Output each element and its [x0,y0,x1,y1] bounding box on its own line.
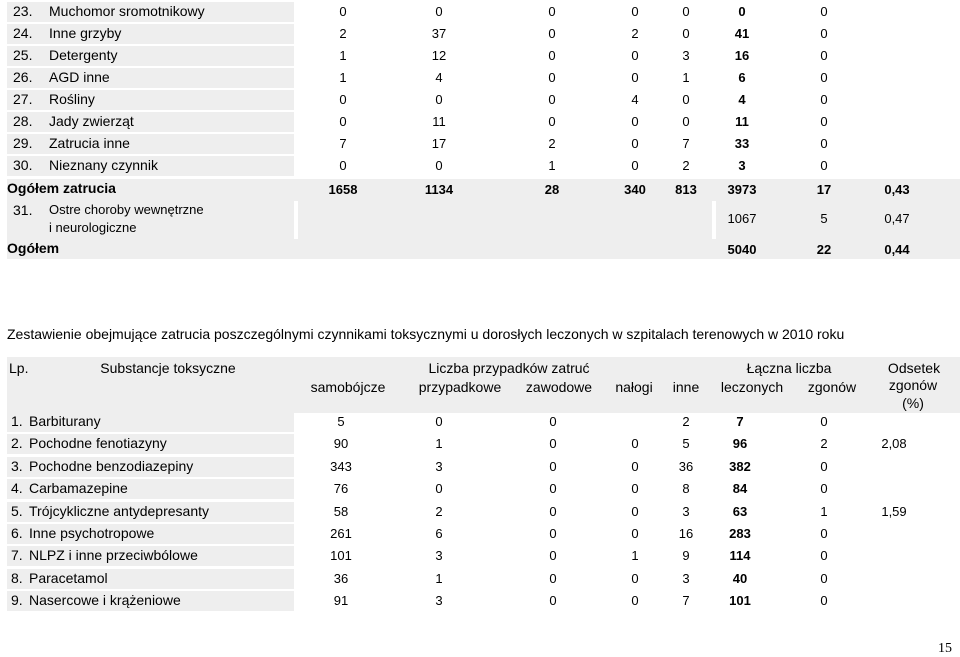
value-cell: 0 [820,4,828,19]
value-cell: 0 [435,481,443,497]
value-cell: 3 [435,548,443,564]
value-cell: 0 [631,158,639,173]
value-cell: 0 [738,4,746,19]
value-cell: 58 [333,503,349,519]
subheader-other: inne [672,379,700,395]
value-cell: 33 [734,136,750,151]
value-cell: 0 [339,4,347,19]
substance-name: AGD inne [49,69,110,85]
value-cell: 0 [549,570,557,586]
value-cell: 2 [548,136,556,151]
value-cell: 0 [548,4,556,19]
value-cell: 11 [735,114,749,129]
row-number: 8. [11,569,23,586]
value-cell: 12 [431,48,447,63]
value-cell: 90 [333,436,349,452]
value-cell: 7 [736,414,744,429]
total-value: 3973 [727,182,757,197]
row-number: 6. [11,525,23,541]
value-cell: 0 [631,436,639,452]
value-cell: 1 [820,503,828,519]
value-cell: 3 [682,48,690,63]
value-cell: 0 [820,114,828,129]
value-cell: 3 [682,503,690,519]
value-cell: 0 [631,48,639,63]
substance-name: Inne psychotropowe [29,525,155,541]
value-cell: 0 [339,158,347,173]
row-number: 26. [13,69,33,85]
subheader-occupational: zawodowe [525,379,593,395]
row-number: 24. [13,25,33,41]
value-cell: 0 [631,136,639,151]
value-cell: 8 [682,481,690,497]
treated-value: 1067 [727,211,757,226]
value-cell: 1 [339,70,347,85]
value-cell: 2 [682,158,690,173]
total-value: 813 [675,182,697,197]
value-cell: 3 [435,458,443,474]
substance-name: Detergenty [49,47,118,63]
value-cell: 2 [631,26,639,41]
value-cell: 7 [339,136,347,151]
value-cell: 0 [435,158,443,173]
value-cell: 0 [549,503,557,519]
row-number: 7. [11,547,23,564]
value-cell: 0 [682,4,690,19]
value-cell: 0 [820,593,828,609]
value-cell: 41 [734,26,750,41]
value-cell: 0 [820,458,828,474]
substance-name: Muchomor sromotnikowy [49,3,205,19]
value-cell: 0 [549,436,557,452]
value-cell: 36 [333,570,349,586]
table-caption: Zestawienie obejmujące zatrucia poszczególnymi czynnikami toksycznymi u dorosłych leczonych w szpitalach terenowych w 2010 roku [7,326,845,342]
value-cell: 0 [631,114,639,129]
value-cell: 0 [339,92,347,107]
value-cell: 0 [631,526,639,541]
value-cell: 283 [729,526,751,541]
grand-total-label: Ogółem [7,240,60,256]
col-header-substances: Substancje toksyczne [100,360,236,376]
value-cell: 0 [682,26,690,41]
value-cell: 7 [682,136,690,151]
substance-name: Barbiturany [29,413,101,429]
row-number: 5. [11,502,23,519]
deaths-value: 5 [820,211,828,226]
value-cell: 261 [330,526,352,541]
value-cell: 0 [820,158,828,173]
row-empty-shading [298,201,712,239]
value-cell: 0 [820,70,828,85]
value-cell: 63 [732,503,748,519]
substance-name: Pochodne fenotiazyny [29,435,167,452]
grand-total-rate: 0,44 [884,242,910,257]
value-cell: 101 [729,593,751,609]
row-number: 30. [13,157,33,173]
value-cell: 0 [435,414,443,429]
value-cell: 0 [548,26,556,41]
col-header-rate-line2: zgonów [888,377,938,393]
value-cell: 0 [549,481,557,497]
rate-value: 2,08 [881,436,907,452]
value-cell: 0 [820,526,828,541]
value-cell: 84 [732,481,748,497]
value-cell: 0 [548,70,556,85]
grand-total-treated: 5040 [727,242,757,257]
col-header-lp: Lp. [9,360,29,376]
total-value: 1134 [424,182,454,197]
value-cell: 1 [631,548,639,564]
value-cell: 0 [339,114,347,129]
value-cell: 96 [732,436,748,452]
value-cell: 0 [631,481,639,497]
row-number: 3. [11,457,23,474]
total-poisonings-label: Ogółem zatrucia [7,180,116,196]
value-cell: 0 [631,593,639,609]
value-cell: 16 [678,526,694,541]
value-cell: 0 [820,481,828,497]
substance-name: Zatrucia inne [49,135,130,151]
value-cell: 0 [548,48,556,63]
row-number: 9. [11,592,23,609]
substance-name-line2: i neurologiczne [49,220,137,235]
rate-value: 1,59 [881,503,907,519]
grand-total-deaths: 22 [816,242,832,257]
row-number: 27. [13,91,33,107]
value-cell: 1 [339,48,347,63]
value-cell: 2 [339,26,347,41]
value-cell: 0 [820,136,828,151]
subheader-addiction: nałogi [615,379,653,395]
page-number: 15 [938,641,952,656]
substance-name: Paracetamol [29,569,108,586]
row-number: 23. [13,3,33,19]
value-cell: 0 [631,570,639,586]
col-header-rate-line1: Odsetek [887,360,941,376]
value-cell: 0 [435,4,443,19]
value-cell: 36 [678,458,694,474]
subheader-treated: leczonych [720,379,784,395]
value-cell: 40 [732,570,748,586]
value-cell: 11 [432,114,446,129]
value-cell: 0 [820,548,828,564]
substance-name: Nasercowe i krążeniowe [29,592,181,609]
row-number: 2. [11,435,23,452]
value-cell: 0 [549,526,557,541]
substance-name: Jady zwierząt [49,113,134,129]
value-cell: 0 [820,26,828,41]
value-cell: 0 [682,92,690,107]
value-cell: 101 [330,548,352,564]
value-cell: 0 [631,70,639,85]
value-cell: 4 [738,92,746,107]
value-cell: 37 [431,26,447,41]
value-cell: 0 [820,48,828,63]
value-cell: 3 [738,158,746,173]
value-cell: 91 [333,593,349,609]
subheader-deaths: zgonów [807,379,857,395]
col-header-rate-line3: (%) [902,395,924,411]
value-cell: 0 [435,92,443,107]
total-value: 1658 [328,182,358,197]
value-cell: 16 [734,48,750,63]
value-cell: 0 [820,92,828,107]
value-cell: 5 [682,436,690,452]
value-cell: 0 [548,92,556,107]
value-cell: 2 [682,414,690,429]
value-cell: 76 [333,481,349,497]
value-cell: 1 [682,70,690,85]
value-cell: 1 [548,158,556,173]
total-value: 340 [624,182,646,197]
value-cell: 3 [682,570,690,586]
substance-name: NLPZ i inne przeciwbólowe [29,547,198,564]
substance-name: Rośliny [49,91,95,107]
row-number: 1. [11,413,23,429]
subheader-accidental: przypadkowe [418,379,502,395]
col-header-cases: Liczba przypadków zatruć [428,360,590,376]
row-number: 31. [13,202,33,218]
value-cell: 4 [435,70,443,85]
col-header-total-count: Łączna liczba [746,360,832,376]
value-cell: 17 [431,136,447,151]
value-cell: 0 [549,414,557,429]
value-cell: 9 [682,548,690,564]
substance-name: Carbamazepine [29,480,128,497]
total-value: 28 [544,182,560,197]
value-cell: 343 [330,458,352,474]
substance-name: Nieznany czynnik [49,157,158,173]
value-cell: 0 [631,503,639,519]
value-cell: 0 [631,458,639,474]
total-rate: 0,43 [884,182,910,197]
value-cell: 0 [548,114,556,129]
row-number: 28. [13,113,33,129]
value-cell: 7 [682,593,690,609]
row-number: 4. [11,480,23,497]
value-cell: 0 [631,4,639,19]
value-cell: 114 [729,548,751,564]
value-cell: 382 [729,458,751,474]
substance-name: Trójcykliczne antydepresanty [29,502,210,519]
value-cell: 0 [549,593,557,609]
value-cell: 5 [337,414,345,429]
value-cell: 6 [738,70,746,85]
total-value: 17 [816,182,832,197]
value-cell: 2 [820,436,828,452]
value-cell: 0 [682,114,690,129]
row-number: 25. [13,47,33,63]
rate-value: 0,47 [884,211,910,226]
substance-name: Inne grzyby [49,25,122,41]
value-cell: 2 [435,503,443,519]
value-cell: 4 [631,92,639,107]
value-cell: 0 [549,548,557,564]
substance-name-line1: Ostre choroby wewnętrzne [49,202,204,217]
substance-name: Pochodne benzodiazepiny [29,457,194,474]
value-cell: 1 [435,570,443,586]
subheader-suicidal: samobójcze [310,379,386,395]
row-number: 29. [13,135,33,151]
value-cell: 6 [435,526,443,541]
value-cell: 1 [435,436,443,452]
value-cell: 3 [435,593,443,609]
value-cell: 0 [549,458,557,474]
value-cell: 0 [820,414,828,429]
value-cell: 0 [820,570,828,586]
